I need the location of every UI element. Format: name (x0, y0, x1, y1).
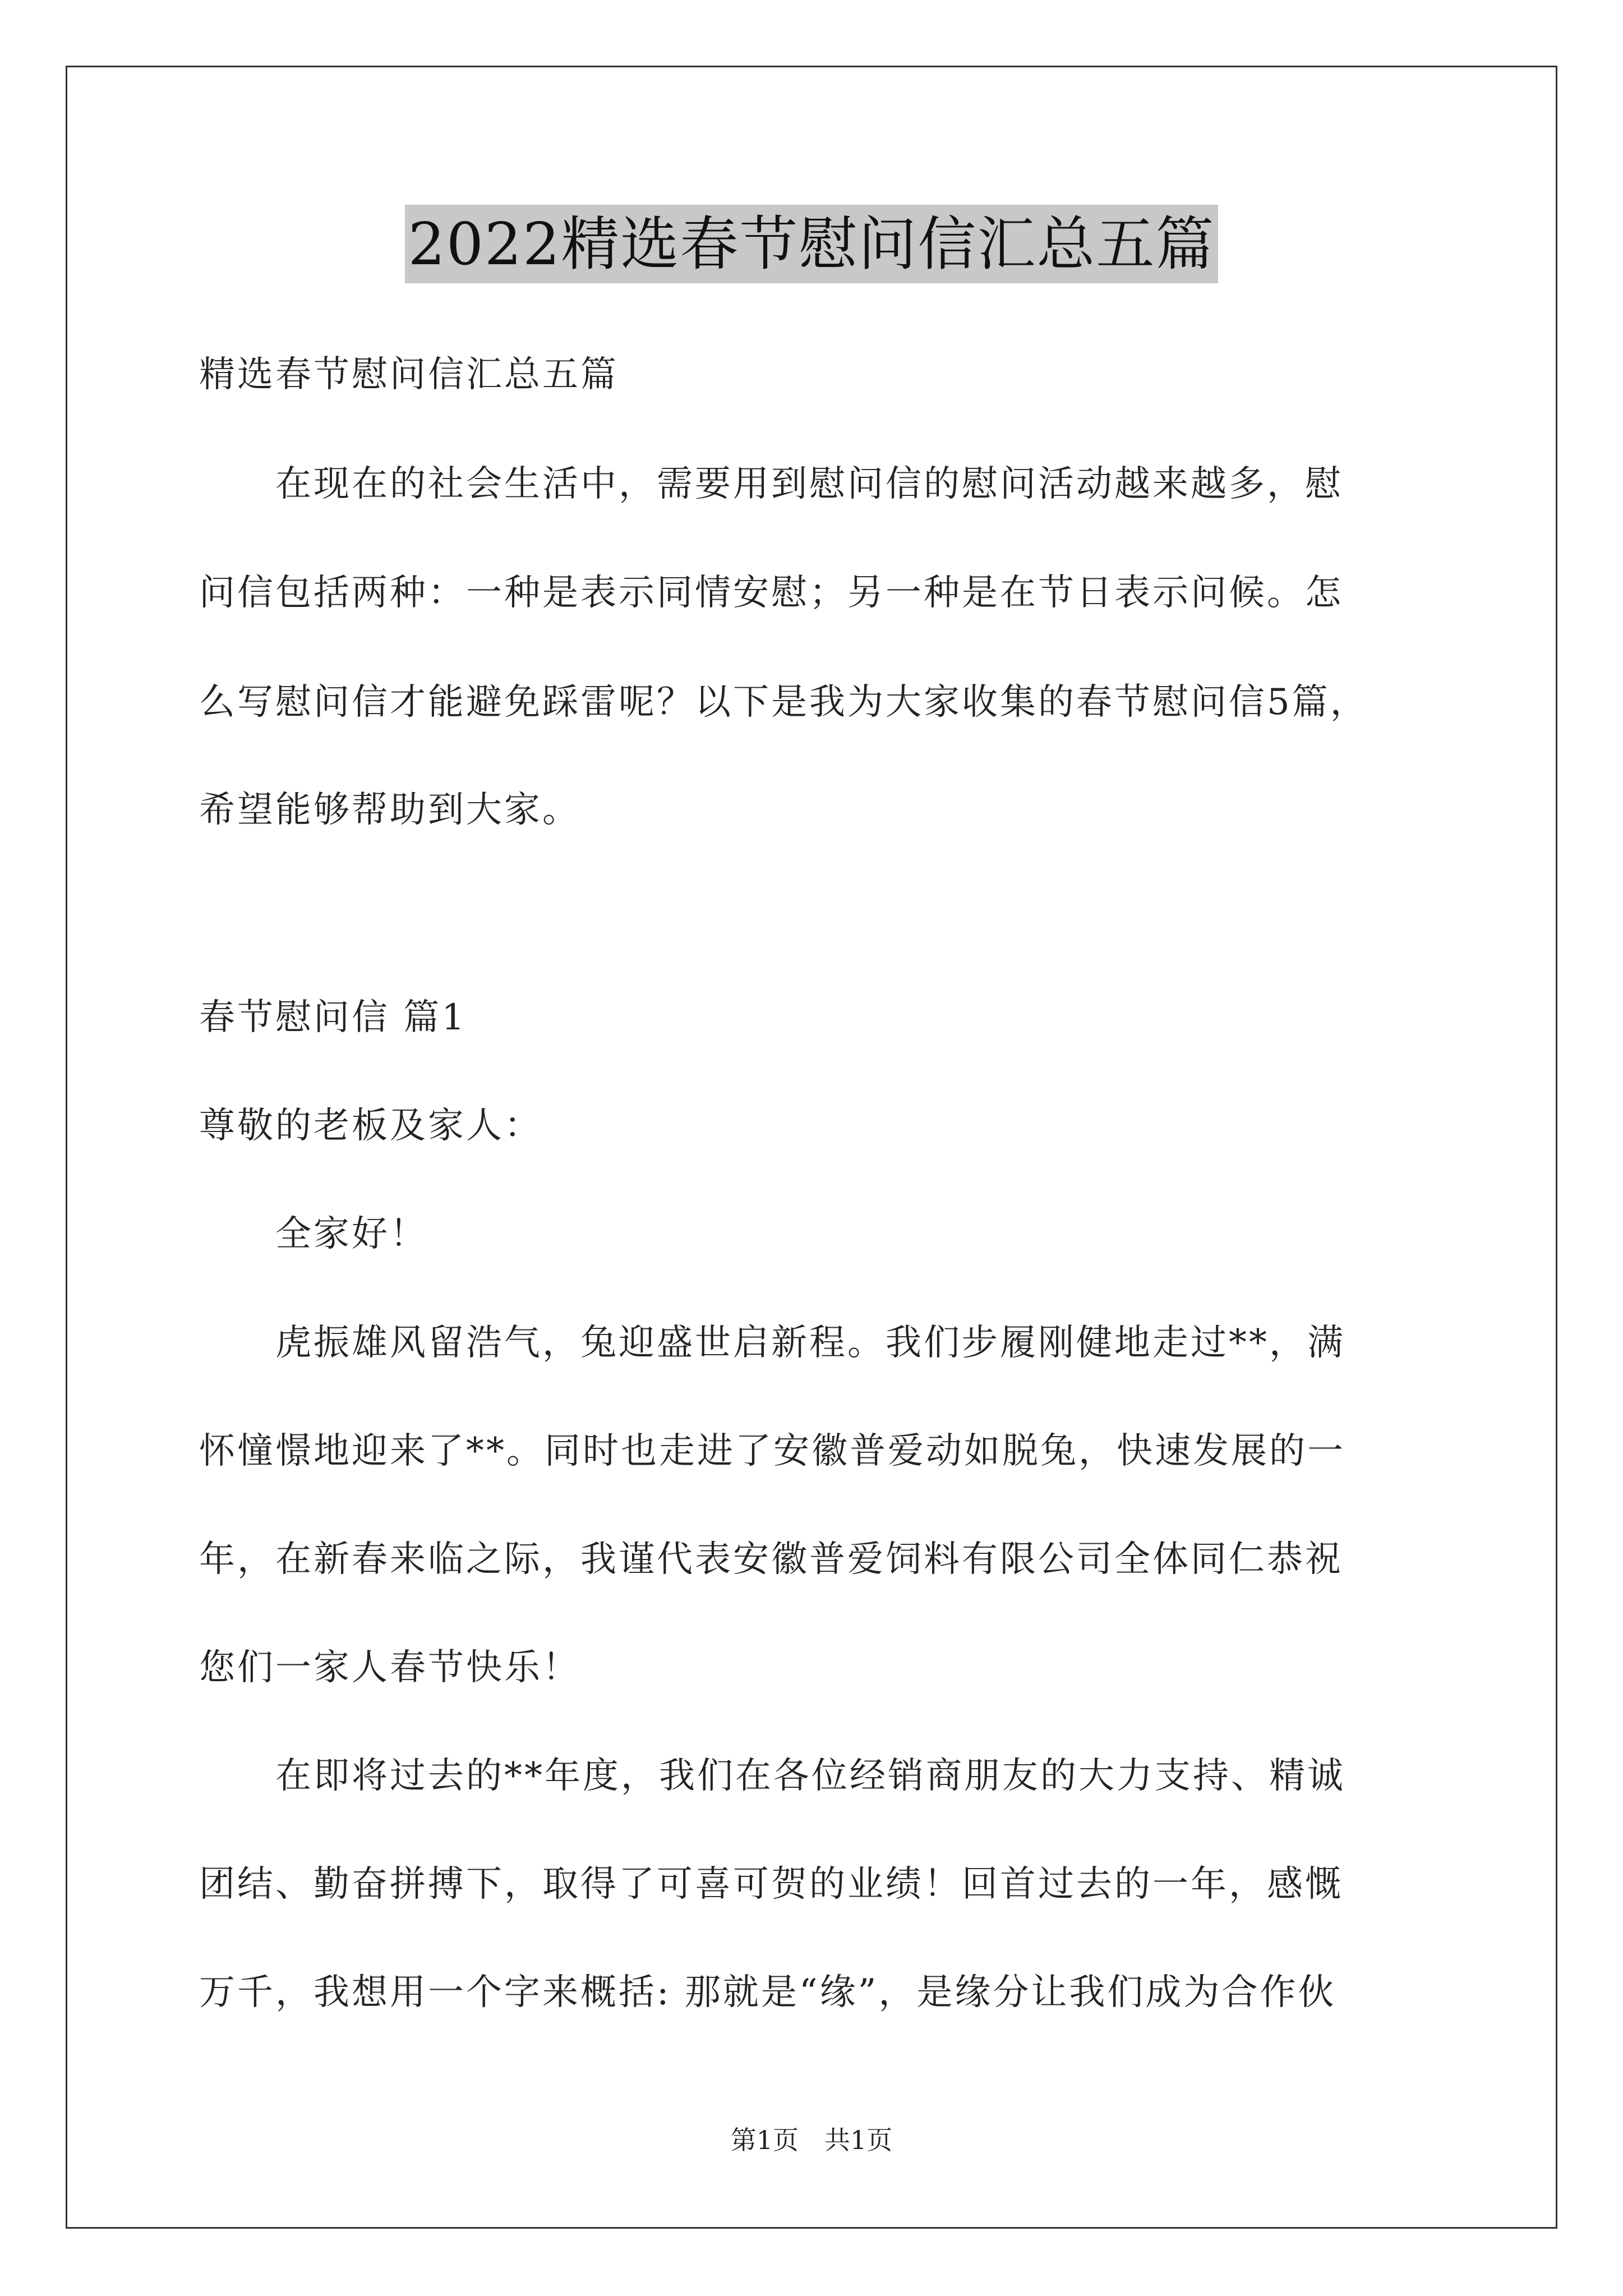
paragraph-line: 问信包括两种：一种是表示同情安慰；另一种是在节日表示问候。怎 (199, 572, 1343, 614)
paragraph-line: 在即将过去的**年度，我们在各位经销商朋友的大力支持、精诚 (199, 1755, 1345, 1797)
page-footer: 第1页 共1页 (730, 2125, 893, 2155)
paragraph-line: 怀憧憬地迎来了**。同时也走进了安徽普爱动如脱兔，快速发展的一 (199, 1430, 1345, 1472)
salutation-line: 尊敬的老板及家人： (199, 1105, 542, 1147)
paragraph-line: 希望能够帮助到大家。 (199, 789, 580, 831)
paragraph-line: 您们一家人春节快乐！ (199, 1647, 580, 1688)
paragraph-line: 万千，我想用一个字来概括: 那就是“缘”，是缘分让我们成为合作伙 (199, 1972, 1336, 2013)
paragraph-line: 在现在的社会生活中，需要用到慰问信的慰问活动越来越多，慰 (199, 463, 1343, 505)
paragraph-line: 虎振雄风留浩气，兔迎盛世启新程。我们步履刚健地走过**，满 (199, 1322, 1345, 1364)
paragraph-line: 年，在新春来临之际，我谨代表安徽普爱饲料有限公司全体同仁恭祝 (199, 1539, 1343, 1580)
paragraph-line: 么写慰问信才能避免踩雷呢？以下是我为大家收集的春节慰问信5篇， (199, 682, 1368, 723)
document-title: 2022精选春节慰问信汇总五篇 (405, 205, 1219, 283)
greeting-line: 全家好！ (199, 1213, 428, 1255)
section-heading: 春节慰问信 篇1 (199, 997, 467, 1038)
title-container (0, 205, 1623, 283)
paragraph-line: 团结、勤奋拼搏下，取得了可喜可贺的业绩！回首过去的一年，感慨 (199, 1864, 1343, 1905)
subtitle-line: 精选春节慰问信汇总五篇 (199, 354, 619, 395)
